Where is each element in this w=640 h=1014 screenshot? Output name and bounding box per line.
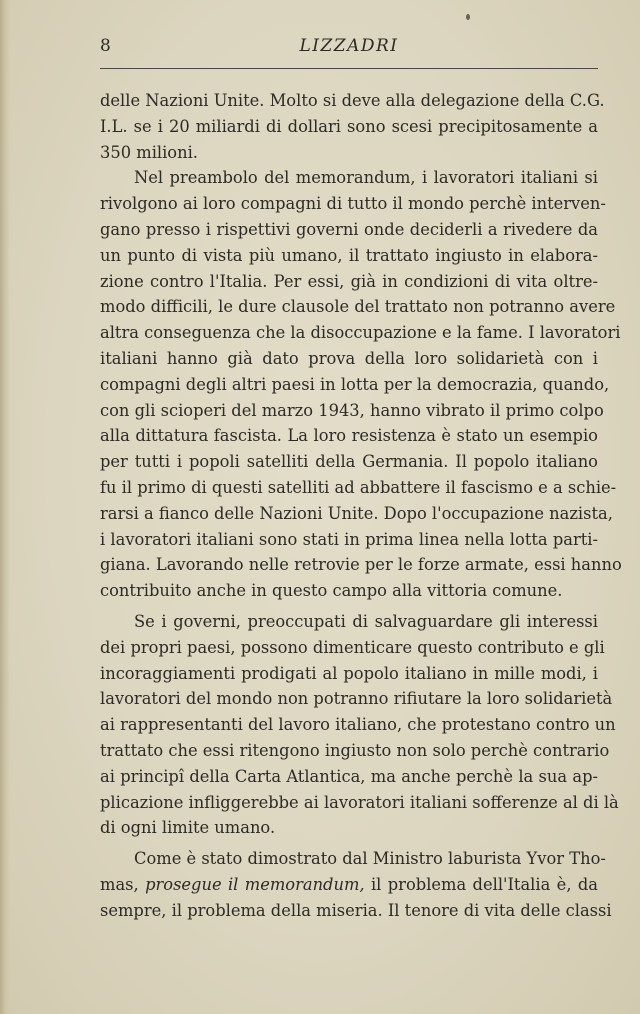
text-run: mas, [100,874,146,894]
text-line: con gli scioperi del marzo 1943, hanno vibrato il primo colpo [100,400,604,420]
page-header [100,34,598,62]
page-binding-edge [0,0,10,1014]
paragraph-3 [100,609,619,841]
text-line: compagni degli altri paesi in lotta per la democrazia, quando, [100,374,610,394]
text-line: zione contro l'Italia. Per essi, già in condizioni di vita oltre- [100,271,598,291]
text-line: rarsi a fianco delle Nazioni Unite. Dopo l'occupazione nazista, [100,503,613,523]
header-rule [100,68,598,69]
text-line: fu il primo di questi satelliti ad abbattere il fascismo e a schie- [100,477,617,497]
italic-phrase: prosegue il memorandum, [145,874,365,894]
text-line: dei propri paesi, possono dimenticare questo contributo e gli [100,637,605,657]
text-line: Se i governi, preoccupati di salvaguardare gli interessi [134,611,598,631]
text-line: Nel preambolo del memorandum, i lavoratori italiani si [134,168,598,188]
text-line: gano presso i rispettivi governi onde deciderli a rivedere da [100,219,598,239]
paragraph-4 [100,846,612,923]
text-line: contribuito anche in questo campo alla vittoria comune. [100,581,563,601]
text-line: i lavoratori italiani sono stati in prima linea nella lotta parti- [100,529,598,549]
text-line: Come è stato dimostrato dal Ministro laburista Yvor Tho- [134,849,606,869]
text-line: I.L. se i 20 miliardi di dollari sono scesi precipitosamente a [100,116,598,136]
text-line: altra conseguenza che la disoccupazione e la fame. I lavoratori [100,323,621,343]
text-line: trattato che essi ritengono ingiusto non solo perchè contrario [100,740,610,760]
running-head: LIZZADRI [299,36,399,56]
text-line: italiani hanno già dato prova della loro solidarietà con i [100,348,598,368]
text-line: giana. Lavorando nelle retrovie per le forze armate, essi hanno [100,555,622,575]
text-line: plicazione infliggerebbe ai lavoratori italiani sofferenze al di là [100,792,619,812]
text-line: di ogni limite umano. [100,818,276,838]
text-line: un punto di vista più umano, il trattato ingiusto in elabora- [100,245,598,265]
page-number: 8 [100,36,112,56]
paragraph-2 [100,165,622,604]
text-line: modo difficili, le dure clausole del trattato non potranno avere [100,297,616,317]
paragraph-1 [100,88,605,165]
text-line: ai rappresentanti del lavoro italiano, che protestano contro un [100,715,616,735]
text-line: alla dittatura fascista. La loro resistenza è stato un esempio [100,426,598,446]
text-line: delle Nazioni Unite. Molto si deve alla delegazione della C.G. [100,91,605,110]
text-run: il problema dell'Italia è, da [364,874,598,894]
text-line: incoraggiamenti prodigati al popolo italiano in mille modi, i [100,663,598,683]
text-line: rivolgono ai loro compagni di tutto il mondo perchè interven- [100,194,606,214]
body-text [100,88,622,924]
text-line: 350 milioni. [100,142,198,162]
ink-speck [466,14,470,20]
text-line: sempre, il problema della miseria. Il tenore di vita delle classi [100,900,612,920]
text-line: lavoratori del mondo non potranno rifiutare la loro solidarietà [100,689,613,709]
text-line: ai principî della Carta Atlantica, ma anche perchè la sua ap- [100,766,598,786]
text-line-with-italic [100,872,598,898]
text-line: per tutti i popoli satelliti della Germania. Il popolo italiano [100,452,598,472]
